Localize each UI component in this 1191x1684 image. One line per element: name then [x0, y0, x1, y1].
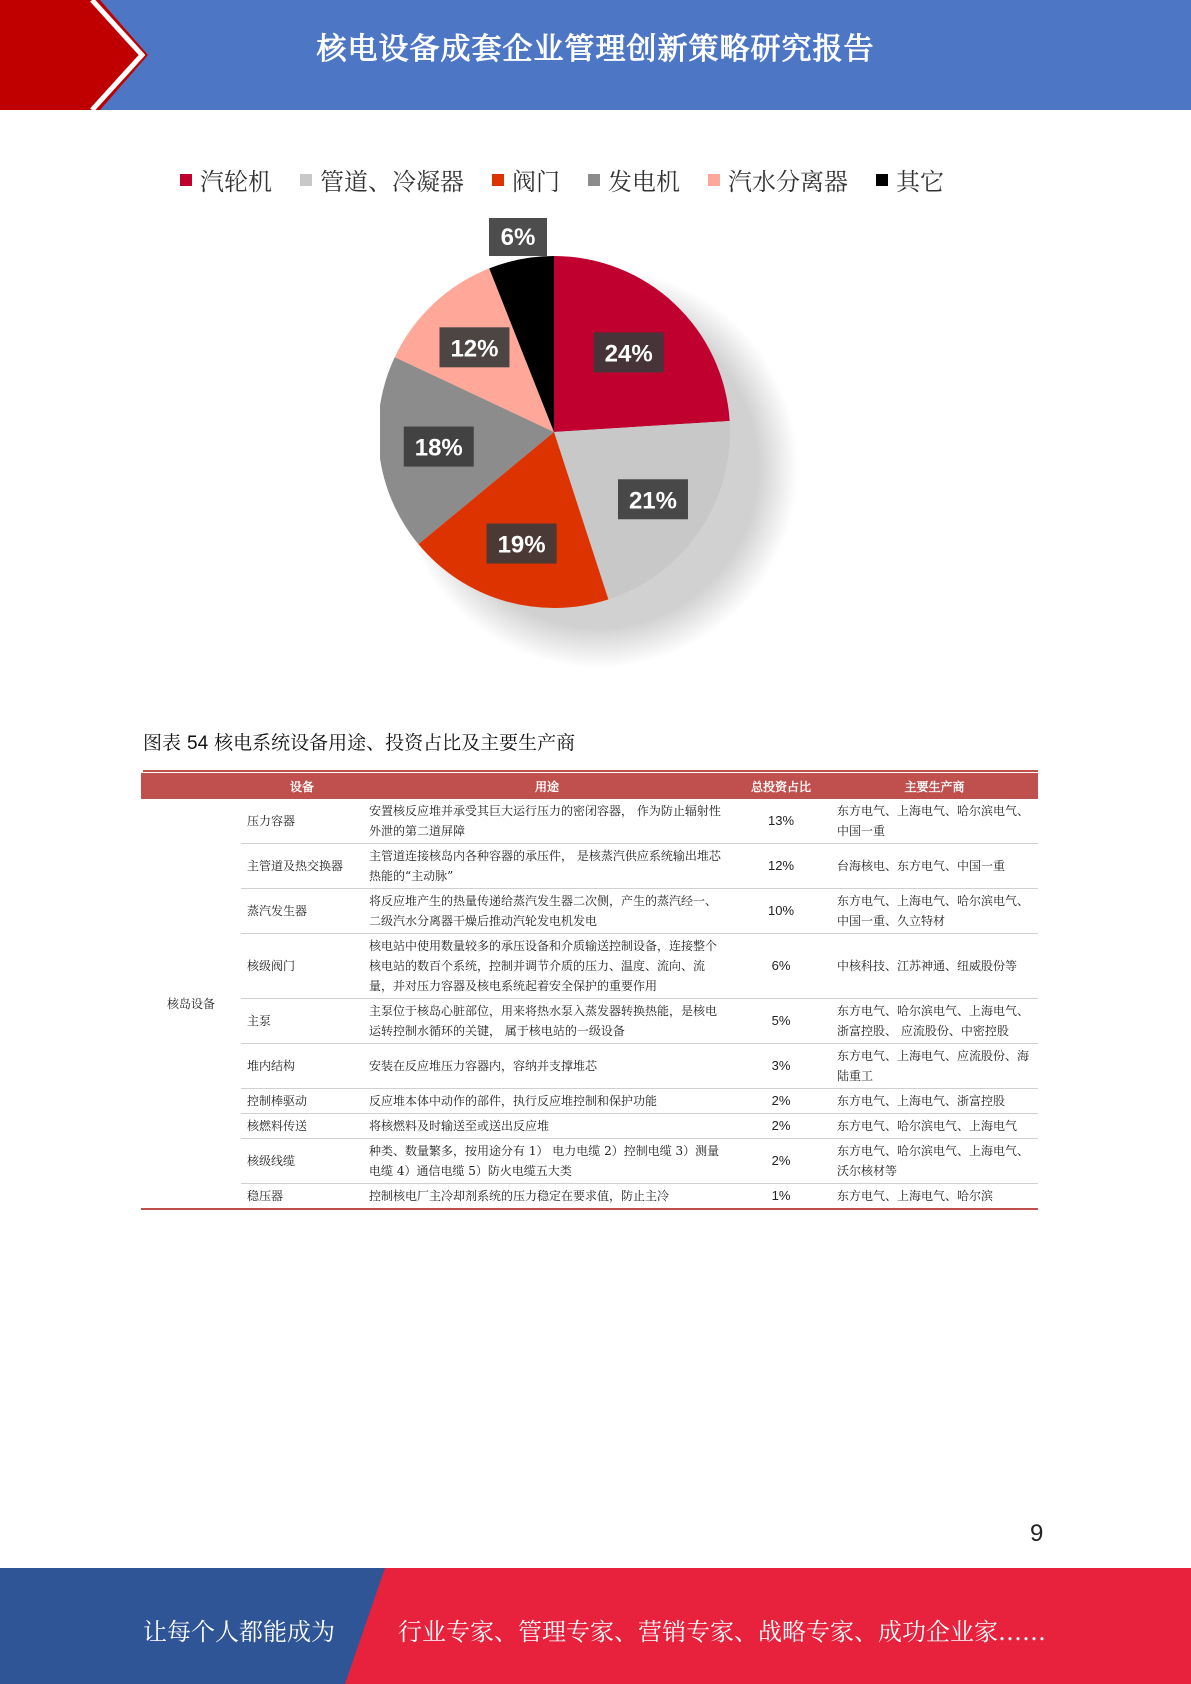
- cell-makers: 东方电气、哈尔滨电气、上海电气、浙富控股、 应流股份、中密控股: [831, 999, 1038, 1044]
- cell-share: 2%: [731, 1114, 831, 1139]
- cell-share: 2%: [731, 1139, 831, 1184]
- legend-label: 汽水分离器: [728, 168, 848, 196]
- caption-number: 54: [187, 733, 209, 754]
- pie-data-label: [618, 479, 688, 519]
- pie-data-label: [439, 327, 509, 367]
- legend-item: [300, 162, 464, 197]
- table-row: [141, 1089, 1038, 1114]
- table-row: [141, 934, 1038, 999]
- legend-label: 发电机: [608, 168, 680, 196]
- header-makers: 主要生产商: [831, 773, 1038, 799]
- figure-caption: [143, 728, 575, 755]
- legend-swatch: [588, 174, 600, 186]
- legend-item: [492, 162, 560, 197]
- pie-chart: [380, 218, 820, 688]
- caption-text: 核电系统设备用途、投资占比及主要生产商: [214, 732, 576, 754]
- header-equipment: 设备: [241, 773, 363, 799]
- cell-makers: 台海核电、东方电气、中国一重: [831, 844, 1038, 889]
- cell-usage: 控制核电厂主冷却剂系统的压力稳定在要求值，防止主冷: [363, 1184, 731, 1210]
- caption-divider: [143, 770, 1038, 772]
- cell-equipment: 核级阀门: [241, 934, 363, 999]
- legend-item: [180, 162, 272, 197]
- cell-usage: 安置核反应堆并承受其巨大运行压力的密闭容器， 作为防止辐射性外泄的第二道屏障: [363, 799, 731, 844]
- cell-usage: 反应堆本体中动作的部件，执行反应堆控制和保护功能: [363, 1089, 731, 1114]
- pie-label-text: 24%: [604, 340, 653, 368]
- pie-data-label: [489, 218, 547, 256]
- pie-data-label: [487, 524, 557, 564]
- cell-makers: 东方电气、上海电气、哈尔滨电气、 中国一重、久立特材: [831, 889, 1038, 934]
- cell-share: 12%: [731, 844, 831, 889]
- page-title: 核电设备成套企业管理创新策略研究报告: [316, 32, 875, 67]
- cell-usage: 核电站中使用数量较多的承压设备和介质输送控制设备，连接整个核电站的数百个系统，控制并调节介质的压力、温度、流向、流量，并对压力容器及核电系统起着安全保护的重要作用: [363, 934, 731, 999]
- pie-data-label: [594, 332, 664, 372]
- cell-usage: 种类、数量繁多，按用途分有 1） 电力电缆 2）控制电缆 3）测量电缆 4）通信电缆 5）防火电缆五大类: [363, 1139, 731, 1184]
- table-row: [141, 1184, 1038, 1210]
- legend-swatch: [492, 174, 504, 186]
- chart-legend: [180, 162, 944, 197]
- pie-label-text: 18%: [414, 434, 463, 462]
- table-row: [141, 1114, 1038, 1139]
- legend-swatch: [708, 174, 720, 186]
- table-row: [141, 1139, 1038, 1184]
- header-usage: 用途: [363, 773, 731, 799]
- cell-equipment: 核级线缆: [241, 1139, 363, 1184]
- cell-equipment: 堆内结构: [241, 1044, 363, 1089]
- cell-usage: 将反应堆产生的热量传递给蒸汽发生器二次侧，产生的蒸汽经一、二级汽水分离器干燥后推动汽轮发电机发电: [363, 889, 731, 934]
- caption-prefix: 图表: [143, 732, 182, 754]
- table-row: [141, 799, 1038, 844]
- cell-equipment: 主管道及热交换器: [241, 844, 363, 889]
- cell-share: 6%: [731, 934, 831, 999]
- legend-label: 汽轮机: [200, 168, 272, 196]
- legend-label: 其它: [896, 168, 944, 196]
- cell-makers: 东方电气、上海电气、哈尔滨电气、 中国一重: [831, 799, 1038, 844]
- cell-share: 2%: [731, 1089, 831, 1114]
- cell-share: 1%: [731, 1184, 831, 1210]
- cell-makers: 中核科技、江苏神通、纽威股份等: [831, 934, 1038, 999]
- cell-usage: 主泵位于核岛心脏部位，用来将热水泵入蒸发器转换热能，是核电运转控制水循环的关键， 属于核电站的一级设备: [363, 999, 731, 1044]
- footer-slogan-left: 让每个人都能成为: [143, 1618, 335, 1646]
- header-share: 总投资占比: [731, 773, 831, 799]
- table-header-row: [141, 773, 1038, 799]
- group-cell: 核岛设备: [141, 799, 241, 1209]
- cell-equipment: 主泵: [241, 999, 363, 1044]
- cell-share: 13%: [731, 799, 831, 844]
- legend-swatch: [180, 174, 192, 186]
- table-row: [141, 844, 1038, 889]
- table-row: [141, 999, 1038, 1044]
- cell-equipment: 蒸汽发生器: [241, 889, 363, 934]
- table-row: [141, 1044, 1038, 1089]
- legend-item: [876, 162, 944, 197]
- legend-item: [708, 162, 848, 197]
- cell-equipment: 稳压器: [241, 1184, 363, 1210]
- header-group: [141, 773, 241, 799]
- cell-share: 10%: [731, 889, 831, 934]
- table-row: [141, 889, 1038, 934]
- cell-equipment: 核燃料传送: [241, 1114, 363, 1139]
- cell-share: 5%: [731, 999, 831, 1044]
- cell-usage: 主管道连接核岛内各种容器的承压件， 是核蒸汽供应系统输出堆芯热能的“主动脉”: [363, 844, 731, 889]
- pie-label-text: 6%: [500, 224, 536, 251]
- cell-makers: 东方电气、上海电气、浙富控股: [831, 1089, 1038, 1114]
- legend-item: [588, 162, 680, 197]
- cell-equipment: 控制棒驱动: [241, 1089, 363, 1114]
- cell-usage: 将核燃料及时输送至或送出反应堆: [363, 1114, 731, 1139]
- pie-label-text: 12%: [450, 335, 499, 363]
- cell-makers: 东方电气、上海电气、应流股份、海陆重工: [831, 1044, 1038, 1089]
- legend-label: 阀门: [512, 168, 560, 196]
- pie-label-text: 21%: [628, 487, 678, 515]
- pie-label-text: 19%: [497, 531, 546, 559]
- cell-usage: 安装在反应堆压力容器内，容纳并支撑堆芯: [363, 1044, 731, 1089]
- cell-makers: 东方电气、上海电气、哈尔滨: [831, 1184, 1038, 1210]
- cell-share: 3%: [731, 1044, 831, 1089]
- legend-swatch: [300, 174, 312, 186]
- page-header: [0, 0, 1191, 110]
- equipment-table: [141, 773, 1038, 1210]
- cell-makers: 东方电气、哈尔滨电气、上海电气: [831, 1114, 1038, 1139]
- page-number: 9: [1030, 1520, 1044, 1547]
- legend-swatch: [876, 174, 888, 186]
- legend-label: 管道、冷凝器: [320, 168, 464, 196]
- cell-makers: 东方电气、哈尔滨电气、上海电气、沃尔核材等: [831, 1139, 1038, 1184]
- cell-equipment: 压力容器: [241, 799, 363, 844]
- pie-data-label: [404, 427, 474, 467]
- footer-slogan-right: 行业专家、管理专家、营销专家、战略专家、成功企业家……: [398, 1618, 1046, 1646]
